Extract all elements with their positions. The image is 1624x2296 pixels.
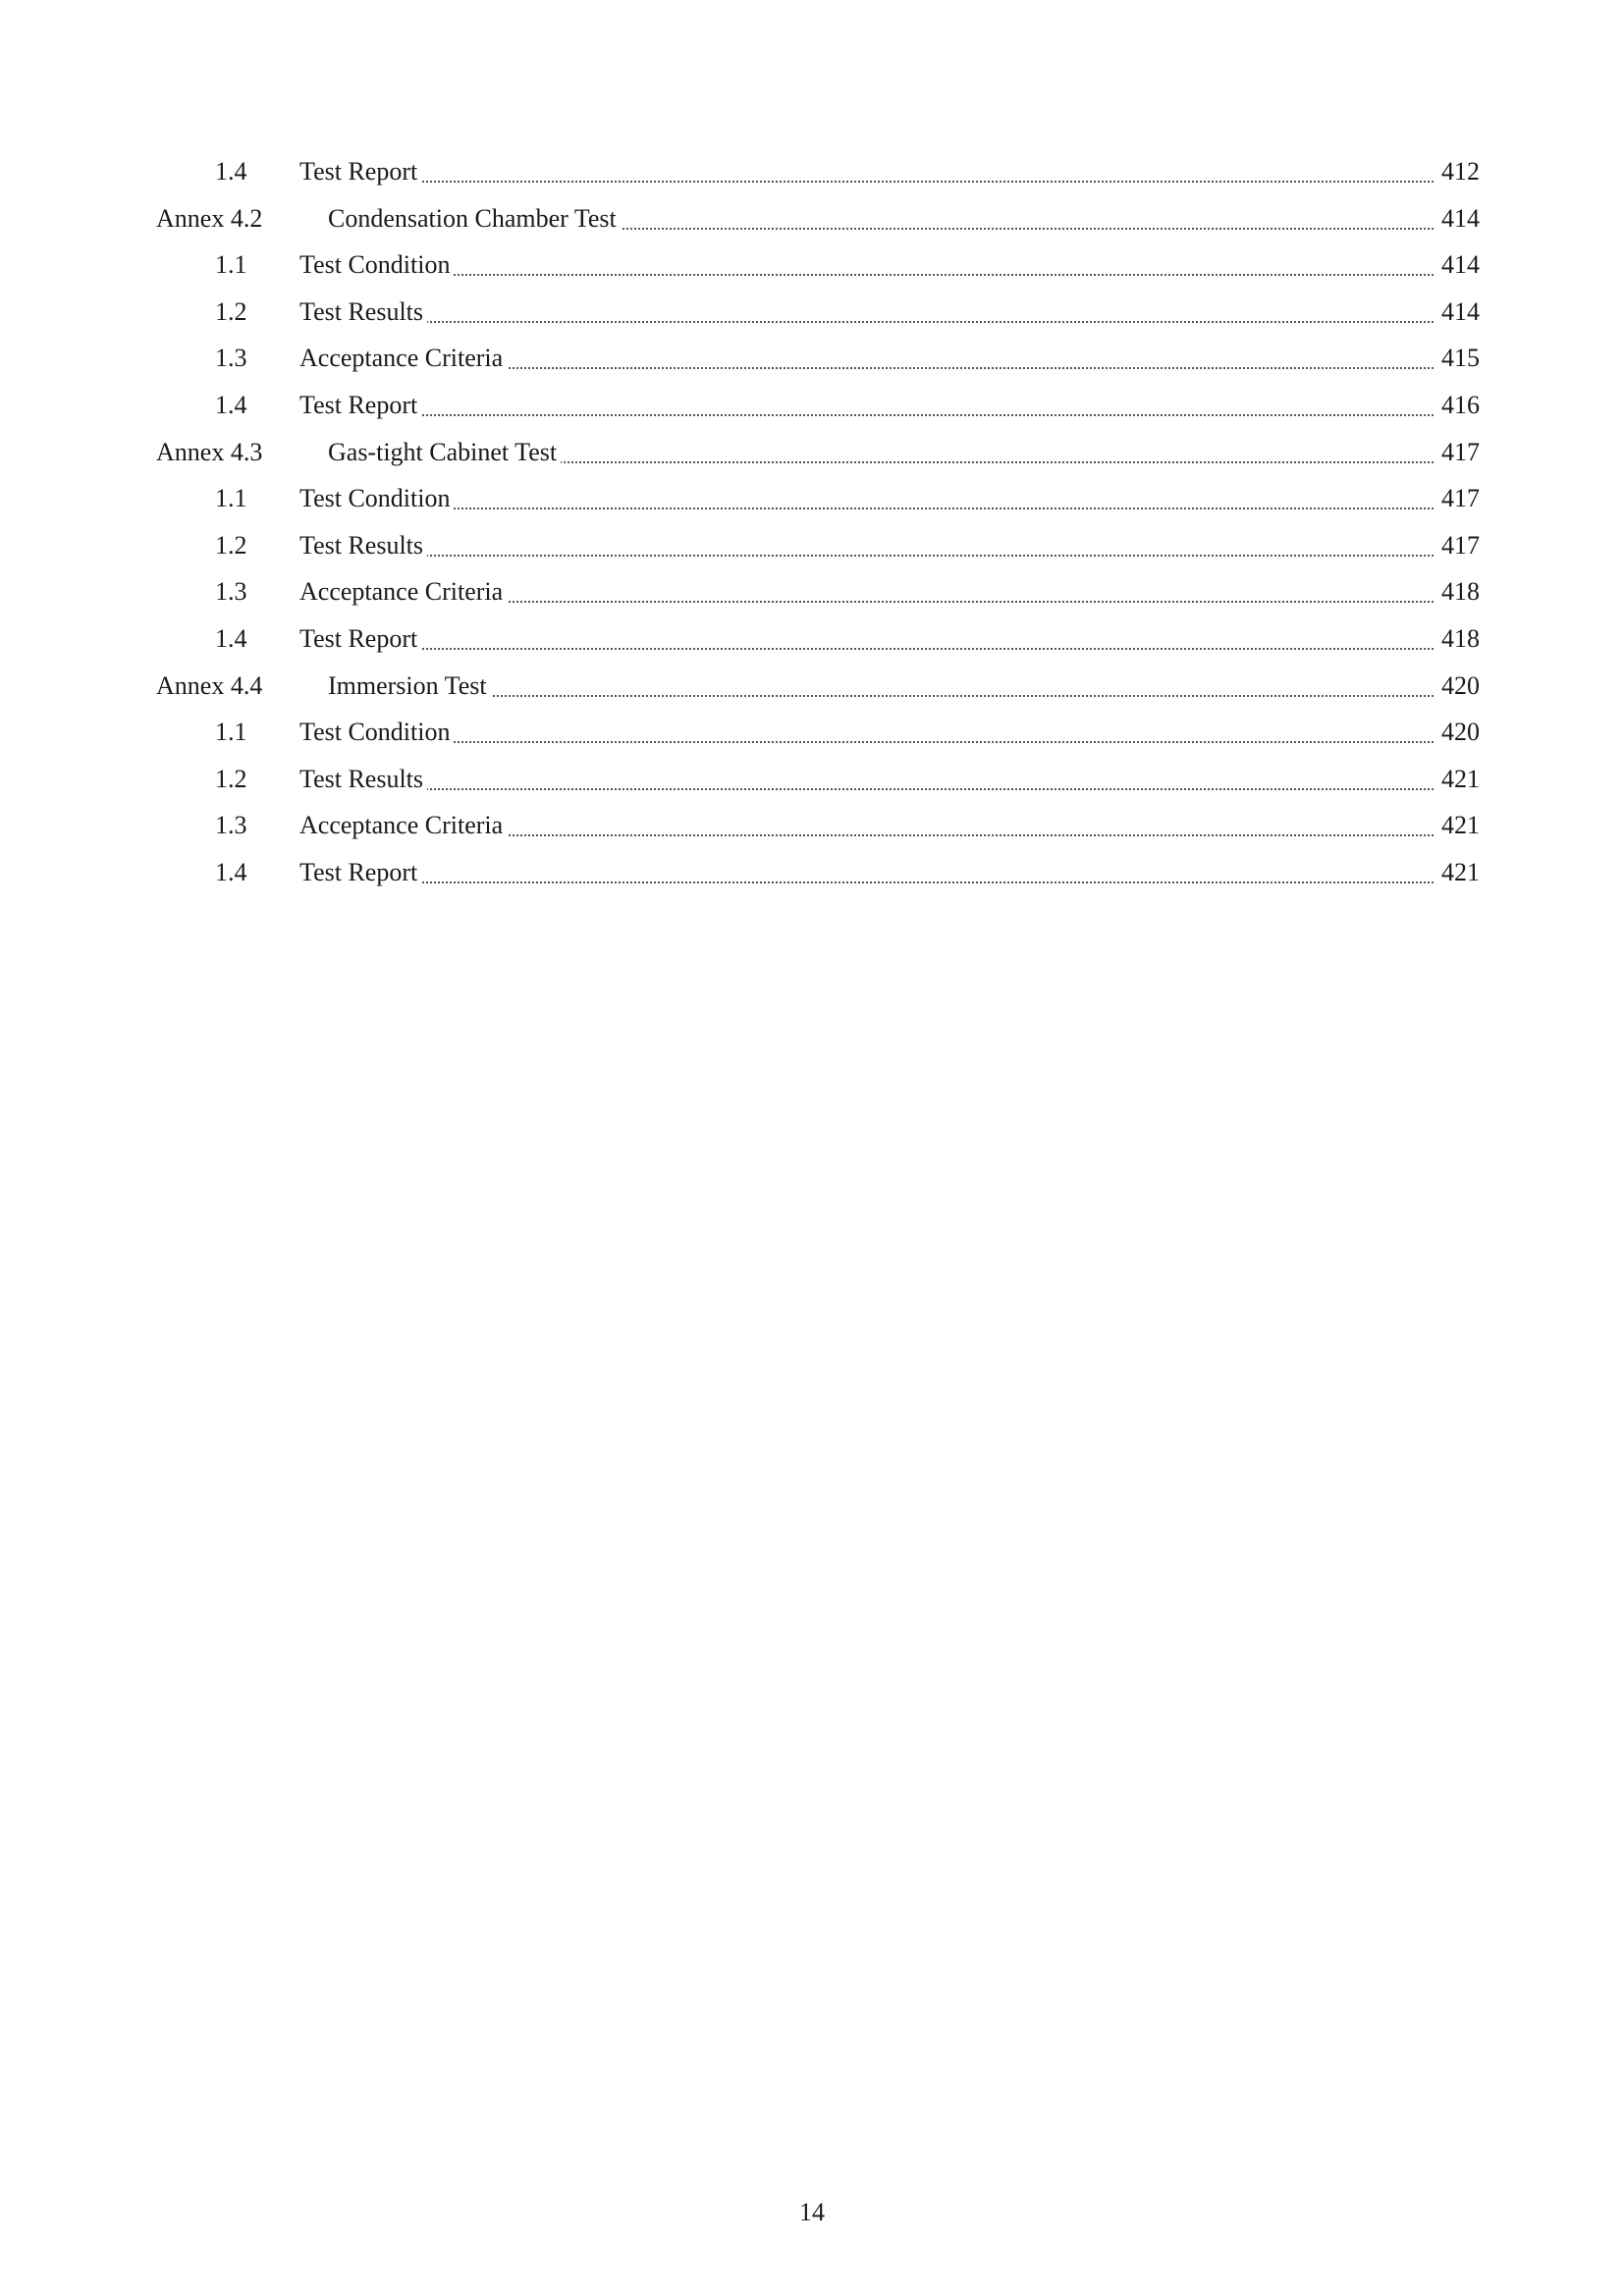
toc-entry-page[interactable]: 414 bbox=[1437, 250, 1480, 280]
toc-entry-number: 1.1 bbox=[215, 718, 247, 747]
toc-entry-page[interactable]: 421 bbox=[1437, 811, 1480, 840]
dot-leader bbox=[299, 414, 1434, 416]
toc-entry-number: Annex 4.4 bbox=[156, 670, 263, 700]
toc-section-entry[interactable] bbox=[0, 244, 1624, 292]
toc-entry-title[interactable]: Test Report bbox=[299, 157, 421, 187]
toc-entry-number: 1.4 bbox=[215, 857, 247, 886]
dot-leader bbox=[299, 555, 1434, 557]
toc-entry-title[interactable]: Test Condition bbox=[299, 718, 454, 747]
dot-leader bbox=[328, 695, 1434, 697]
toc-entry-page[interactable]: 418 bbox=[1437, 577, 1480, 607]
toc-entry-page[interactable]: 420 bbox=[1437, 718, 1480, 747]
toc-entry-number: 1.4 bbox=[215, 157, 247, 186]
toc-entry-title[interactable]: Test Condition bbox=[299, 484, 454, 513]
toc-entry-page[interactable]: 418 bbox=[1437, 624, 1480, 654]
toc-entry-page[interactable]: 414 bbox=[1437, 297, 1480, 327]
toc-entry-number: Annex 4.3 bbox=[156, 437, 263, 466]
toc-section-entry[interactable] bbox=[0, 805, 1624, 852]
toc-section-entry[interactable] bbox=[0, 525, 1624, 572]
toc-entry-title[interactable]: Test Report bbox=[299, 858, 421, 887]
toc-entry-number: 1.1 bbox=[215, 484, 247, 513]
toc-entry-page[interactable]: 416 bbox=[1437, 391, 1480, 420]
toc-entry-title[interactable]: Test Report bbox=[299, 624, 421, 654]
toc-entry-number: 1.4 bbox=[215, 623, 247, 653]
toc-entry-page[interactable]: 421 bbox=[1437, 858, 1480, 887]
dot-leader bbox=[299, 881, 1434, 883]
toc-entry-page[interactable]: 414 bbox=[1437, 204, 1480, 234]
toc-entry-title[interactable]: Test Report bbox=[299, 391, 421, 420]
toc-annex-entry[interactable] bbox=[0, 198, 1624, 245]
toc-entry-title[interactable]: Test Condition bbox=[299, 250, 454, 280]
toc-entry-page[interactable]: 415 bbox=[1437, 344, 1480, 373]
toc-section-entry[interactable] bbox=[0, 759, 1624, 806]
toc-entry-page[interactable]: 420 bbox=[1437, 671, 1480, 701]
toc-annex-entry[interactable] bbox=[0, 666, 1624, 713]
table-of-contents bbox=[0, 151, 1624, 899]
dot-leader bbox=[299, 648, 1434, 650]
toc-entry-title[interactable]: Test Results bbox=[299, 765, 427, 794]
toc-section-entry[interactable] bbox=[0, 618, 1624, 666]
dot-leader bbox=[299, 274, 1434, 276]
dot-leader bbox=[299, 181, 1434, 183]
toc-entry-page[interactable]: 417 bbox=[1437, 484, 1480, 513]
toc-entry-page[interactable]: 417 bbox=[1437, 438, 1480, 467]
toc-entry-number: 1.2 bbox=[215, 764, 247, 793]
toc-entry-title[interactable]: Gas-tight Cabinet Test bbox=[328, 438, 561, 467]
toc-entry-number: 1.4 bbox=[215, 390, 247, 419]
toc-entry-number: 1.3 bbox=[215, 577, 247, 607]
page-number: 14 bbox=[799, 2198, 825, 2226]
toc-section-entry[interactable] bbox=[0, 151, 1624, 198]
toc-section-entry[interactable] bbox=[0, 478, 1624, 525]
toc-entry-page[interactable]: 421 bbox=[1437, 765, 1480, 794]
dot-leader bbox=[299, 321, 1434, 323]
toc-entry-number: 1.3 bbox=[215, 344, 247, 373]
toc-annex-entry[interactable] bbox=[0, 432, 1624, 479]
toc-entry-number: 1.2 bbox=[215, 296, 247, 326]
toc-section-entry[interactable] bbox=[0, 292, 1624, 339]
toc-entry-number: 1.1 bbox=[215, 250, 247, 280]
toc-section-entry[interactable] bbox=[0, 338, 1624, 385]
toc-entry-title[interactable]: Test Results bbox=[299, 531, 427, 561]
toc-entry-page[interactable]: 417 bbox=[1437, 531, 1480, 561]
toc-entry-number: Annex 4.2 bbox=[156, 203, 263, 233]
toc-entry-title[interactable]: Acceptance Criteria bbox=[299, 811, 507, 840]
toc-entry-title[interactable]: Acceptance Criteria bbox=[299, 344, 507, 373]
toc-entry-title[interactable]: Immersion Test bbox=[328, 671, 491, 701]
toc-section-entry[interactable] bbox=[0, 571, 1624, 618]
dot-leader bbox=[299, 788, 1434, 790]
dot-leader bbox=[299, 741, 1434, 743]
toc-section-entry[interactable] bbox=[0, 852, 1624, 899]
toc-entry-page[interactable]: 412 bbox=[1437, 157, 1480, 187]
toc-section-entry[interactable] bbox=[0, 712, 1624, 759]
toc-entry-number: 1.3 bbox=[215, 811, 247, 840]
toc-entry-title[interactable]: Test Results bbox=[299, 297, 427, 327]
dot-leader bbox=[299, 507, 1434, 509]
toc-entry-title[interactable]: Acceptance Criteria bbox=[299, 577, 507, 607]
toc-section-entry[interactable] bbox=[0, 385, 1624, 432]
toc-entry-title[interactable]: Condensation Chamber Test bbox=[328, 204, 621, 234]
toc-entry-number: 1.2 bbox=[215, 530, 247, 560]
